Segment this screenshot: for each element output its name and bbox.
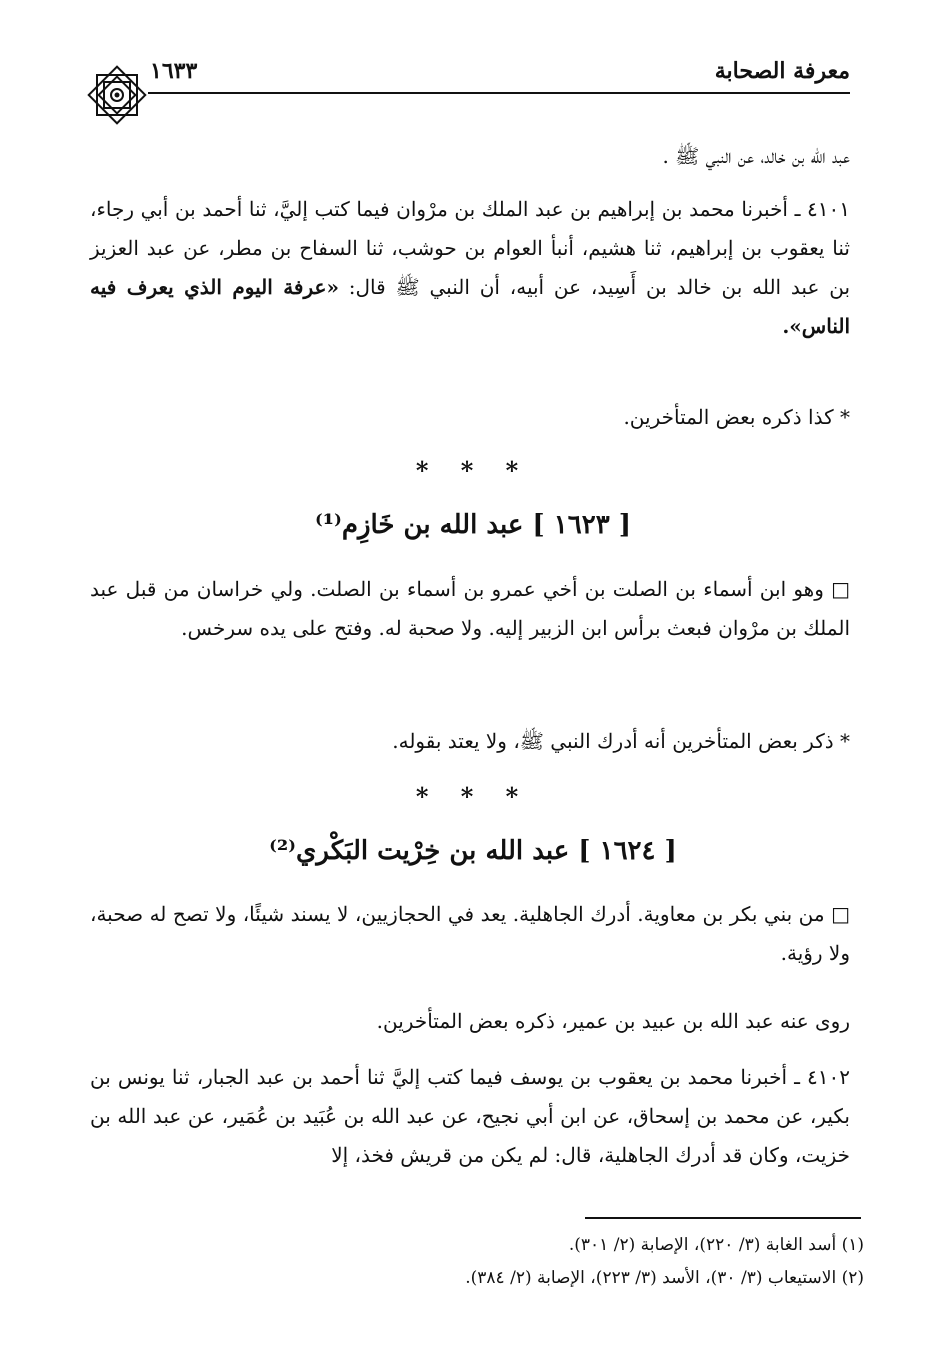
narrator-note: [90, 1002, 850, 1041]
entry-1624-text: □ من بني بكر بن معاوية. أدرك الجاهلية. يعد في الحجازيين، لا يسند شيئًا، ولا تصح له صحبة، ولا رؤية.: [90, 902, 850, 965]
hadith-4101-text: [90, 190, 850, 346]
hadith-4102-text: ٤١٠٢ ـ أخبرنا محمد بن يعقوب بن يوسف فيما كتب إليَّ ثنا أحمد بن عبد الجبار، ثنا يونس بن بكير، عن محمد بن إسحاق، عن ابن أبي نجيح، عن عبد الله بن عُبَيد بن عُمَير، عن عبد الله بن خزيت، وكان قد أدرك الجاهلية، قال: لم يكن من قريش فخذ، إلا: [90, 1065, 850, 1167]
hadith-4101-isnad: ٤١٠١ ـ أخبرنا محمد بن إبراهيم بن عبد الملك بن مرْوان فيما كتب إليَّ، ثنا أحمد بن أبي رجاء، ثنا يعقوب بن إبراهيم، ثنا هشيم، أنبأ العوام بن حوشب، ثنا السفاح بن مطر، عن عبد العزيز بن عبد الله بن خالد بن أَسِيد، عن أبيه، أن النبي ﷺ قال:: [90, 197, 851, 299]
entry-1624-bio: [90, 895, 850, 973]
note-paragraph-1: [90, 398, 850, 437]
entry-1623-bio: [90, 570, 850, 648]
note-paragraph-2: [90, 722, 850, 761]
paragraph-continuation: [90, 137, 850, 176]
note-text-1: * كذا ذكره بعض المتأخرين.: [623, 405, 850, 429]
entry-heading-1624: [ ١٦٢٤ ] عبد الله بن خِرْيت البَكْري⁽²⁾: [269, 836, 677, 866]
octagonal-star-ornament-icon: [84, 62, 150, 128]
section-separator-stars: * * *: [415, 456, 531, 485]
footnote-1: (١) أسد الغابة (٣/ ٢٢٠)، الإصابة (٢/ ٣٠١).: [568, 1235, 864, 1255]
section-separator-stars: * * *: [415, 782, 531, 811]
narrator-note-text: روى عنه عبد الله بن عبيد بن عمير، ذكره بعض المتأخرين.: [376, 1009, 850, 1033]
hadith-4101: [90, 190, 850, 346]
footnote-2: (٢) الاستيعاب (٣/ ٣٠)، الأسد (٣/ ٢٢٣)، الإصابة (٢/ ٣٨٤).: [465, 1268, 864, 1288]
hadith-4101-quote: «عرفة اليوم الذي يعرف فيه الناس».: [90, 275, 850, 338]
entry-1623-text: □ وهو ابن أسماء بن الصلت بن أخي عمرو بن أسماء بن الصلت. ولي خراسان من قبل عبد الملك بن مرْوان فبعث برأس ابن الزبير إليه. ولا صحبة له. وفتح على يده سرخس.: [90, 577, 850, 640]
text-continuation: عبد الله بن خالد، عن النبي ﷺ .: [662, 144, 850, 168]
running-header-title: معرفة الصحابة: [714, 58, 850, 84]
note-text-2: * ذكر بعض المتأخرين أنه أدرك النبي ﷺ، ولا يعتد بقوله.: [392, 729, 850, 753]
entry-heading-1623: [ ١٦٢٣ ] عبد الله بن خَازِم⁽¹⁾: [314, 510, 632, 540]
header-rule: [148, 92, 850, 94]
hadith-4102: [90, 1058, 850, 1175]
footnote-rule: [585, 1217, 861, 1219]
page-number: ١٦٣٣: [150, 58, 198, 84]
